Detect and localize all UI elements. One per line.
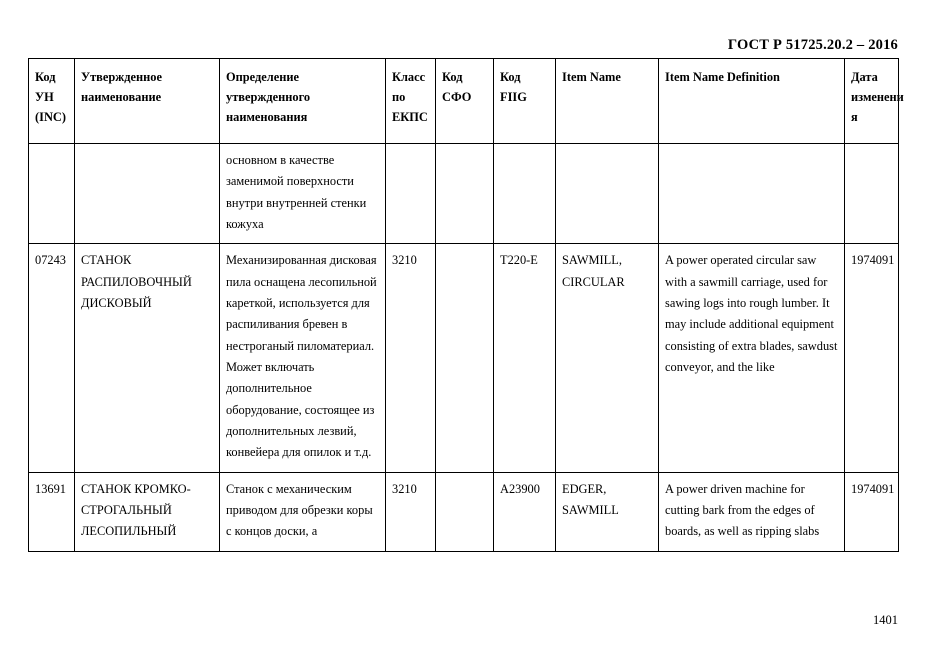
cell-item-name-definition: A power driven machine for cutting bark from the edges of boards, as well as ripping slabs [659,472,845,551]
column-header-class-line-3: ЕКПС [392,110,428,125]
column-header-date-line-1: Дата [851,70,878,84]
cell-item-name-definition: A power operated circular saw with a sawmill carriage, used for sawing logs into rough lumber. It may include additional equipment consisting of extra blades, sawdust conveyor, and the like [659,244,845,472]
cell-class [386,144,436,244]
column-header-definition-line-1: Определение [226,70,300,84]
column-header-class-line-1: Класс [392,70,426,84]
column-header-fiig-line-2: FIIG [500,90,527,105]
column-header-item-name-line-1: Item Name [562,70,621,84]
column-header-approved-name-line-2: наименование [81,90,162,105]
column-header-code-line-1: Код [35,70,56,84]
cell-item-name: SAWMILL, CIRCULAR [556,244,659,472]
table-row [29,144,899,244]
column-header-class [386,59,436,144]
column-header-date [845,59,904,144]
column-header-class-line-2: по [392,90,406,105]
column-header-item-name-definition [659,59,845,144]
cell-class: 3210 [386,244,436,472]
column-header-code-line-2: УН [35,90,54,105]
column-header-approved-name-line-1: Утвержденное [81,70,162,84]
cell-fiig: A23900 [494,472,556,551]
cell-approved-name: СТАНОК КРОМКО-СТРОГАЛЬНЫЙ ЛЕСОПИЛЬНЫЙ [75,472,220,551]
cell-fiig [494,144,556,244]
column-header-date-line-2: изменени [851,90,904,105]
column-header-fiig-line-1: Код [500,70,521,84]
gost-table [28,58,904,552]
cell-class: 3210 [386,472,436,551]
column-header-date-line-3: я [851,110,858,125]
column-header-item-name-definition-line-1: Item Name Definition [665,70,780,84]
column-header-item-name [556,59,659,144]
column-header-code [29,59,75,144]
cell-definition: Механизированная дисковая пила оснащена лесопильной кареткой, используется для распиливания бревен в нестроганый пиломатериал. Может включать дополнительное оборудование, состоящее из дополнительных лезвий, конвейера для опилок и т.д. [220,244,386,472]
cell-sfo [436,472,494,551]
column-header-definition [220,59,386,144]
cell-date [845,144,899,244]
cell-date: 1974091 [845,472,899,551]
column-header-sfo-line-1: Код [442,70,463,84]
document-header: ГОСТ Р 51725.20.2 – 2016 [727,37,898,53]
cell-item-name [556,144,659,244]
table-row [29,244,899,472]
page-number: 1401 [873,613,898,627]
cell-code: 07243 [29,244,75,472]
cell-fiig: T220-E [494,244,556,472]
cell-item-name: EDGER, SAWMILL [556,472,659,551]
cell-definition: Станок с механическим приводом для обрезки коры с концов доски, а [220,472,386,551]
column-header-fiig [494,59,556,144]
cell-item-name-definition [659,144,845,244]
cell-sfo [436,244,494,472]
column-header-sfo-line-2: СФО [442,90,472,105]
column-header-sfo [436,59,494,144]
cell-code: 13691 [29,472,75,551]
cell-approved-name: СТАНОК РАСПИЛОВОЧНЫЙ ДИСКОВЫЙ [75,244,220,472]
cell-approved-name [75,144,220,244]
cell-definition: основном в качестве заменимой поверхности внутри внутренней стенки кожуха [220,144,386,244]
table-header-row [29,59,899,144]
column-header-code-line-3: (INC) [35,110,66,125]
cell-date: 1974091 [845,244,899,472]
table-row [29,472,899,551]
column-header-definition-line-3: наименования [226,110,308,125]
column-header-approved-name [75,59,220,144]
column-header-definition-line-2: утвержденного [226,90,311,105]
cell-code [29,144,75,244]
cell-sfo [436,144,494,244]
